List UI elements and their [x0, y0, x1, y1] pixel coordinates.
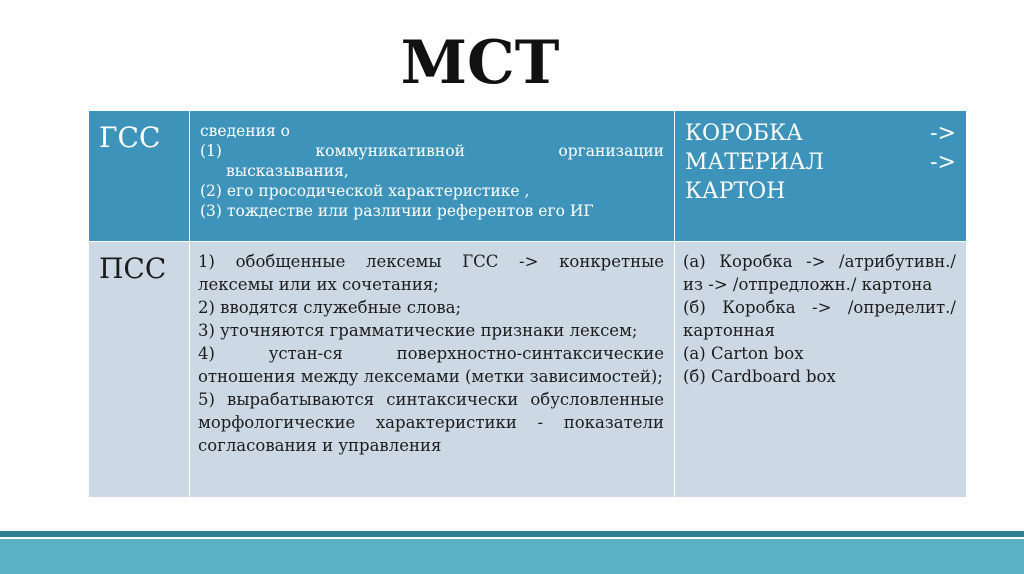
row-label-pss: ПСС: [99, 252, 167, 285]
cell-gss-example: [675, 111, 967, 242]
cell-gss-description: [190, 111, 675, 242]
gss-example-word-2: МАТЕРИАЛ: [685, 150, 824, 175]
table-row-pss: [89, 242, 967, 498]
pss-item-4: 4) устан-ся поверхностно-синтаксические отношения между лексемами (метки зависимостей);: [198, 344, 664, 386]
gss-item-1-cont: высказывания,: [226, 162, 349, 180]
footer-accent-line: [0, 531, 1024, 537]
gss-item-3: (3) тождестве или различии референтов его ИГ: [200, 202, 594, 220]
gss-item-2: (2) его просодической характеристике ,: [200, 182, 530, 200]
pss-example-3: (a) Carton box: [683, 344, 804, 363]
gss-item-1-a: (1) коммуникативной: [200, 142, 465, 160]
pss-item-1: 1) обобщенные лексемы ГСС -> конкретные лексемы или их сочетания;: [198, 252, 664, 294]
pss-example-4: (б) Cardboard box: [683, 367, 836, 386]
gss-example-arrow-1: ->: [930, 121, 956, 146]
slide-title: МСТ: [400, 28, 560, 98]
mst-table: [88, 110, 967, 498]
cell-gss-label: [89, 111, 190, 242]
gss-example-line-1: [685, 119, 956, 148]
cell-pss-example: [675, 242, 967, 498]
pss-example-1: (а) Коробка -> /атрибутивн./ из -> /отпредложн./ картона: [683, 252, 956, 294]
table-row-gss: [89, 111, 967, 242]
row-label-gss: ГСС: [99, 121, 161, 154]
cell-pss-description: [190, 242, 675, 498]
gss-item-1-b: организации: [558, 142, 664, 160]
pss-item-5: 5) вырабатываются синтаксически обусловленные морфологические характеристики - показатели согласования и управления: [198, 390, 664, 455]
footer-band: [0, 539, 1024, 574]
pss-example-2: (б) Коробка -> /определит./ картонная: [683, 298, 956, 340]
gss-example-arrow-2: ->: [930, 150, 956, 175]
pss-item-2: 2) вводятся служебные слова;: [198, 298, 462, 317]
gss-example-word-1: КОРОБКА: [685, 121, 803, 146]
cell-pss-label: [89, 242, 190, 498]
gss-example-line-3: КАРТОН: [685, 179, 786, 204]
pss-item-3: 3) уточняются грамматические признаки лексем;: [198, 321, 638, 340]
gss-intro: сведения о: [200, 122, 290, 140]
gss-example-line-2: [685, 148, 956, 177]
gss-item-1: [200, 141, 664, 161]
